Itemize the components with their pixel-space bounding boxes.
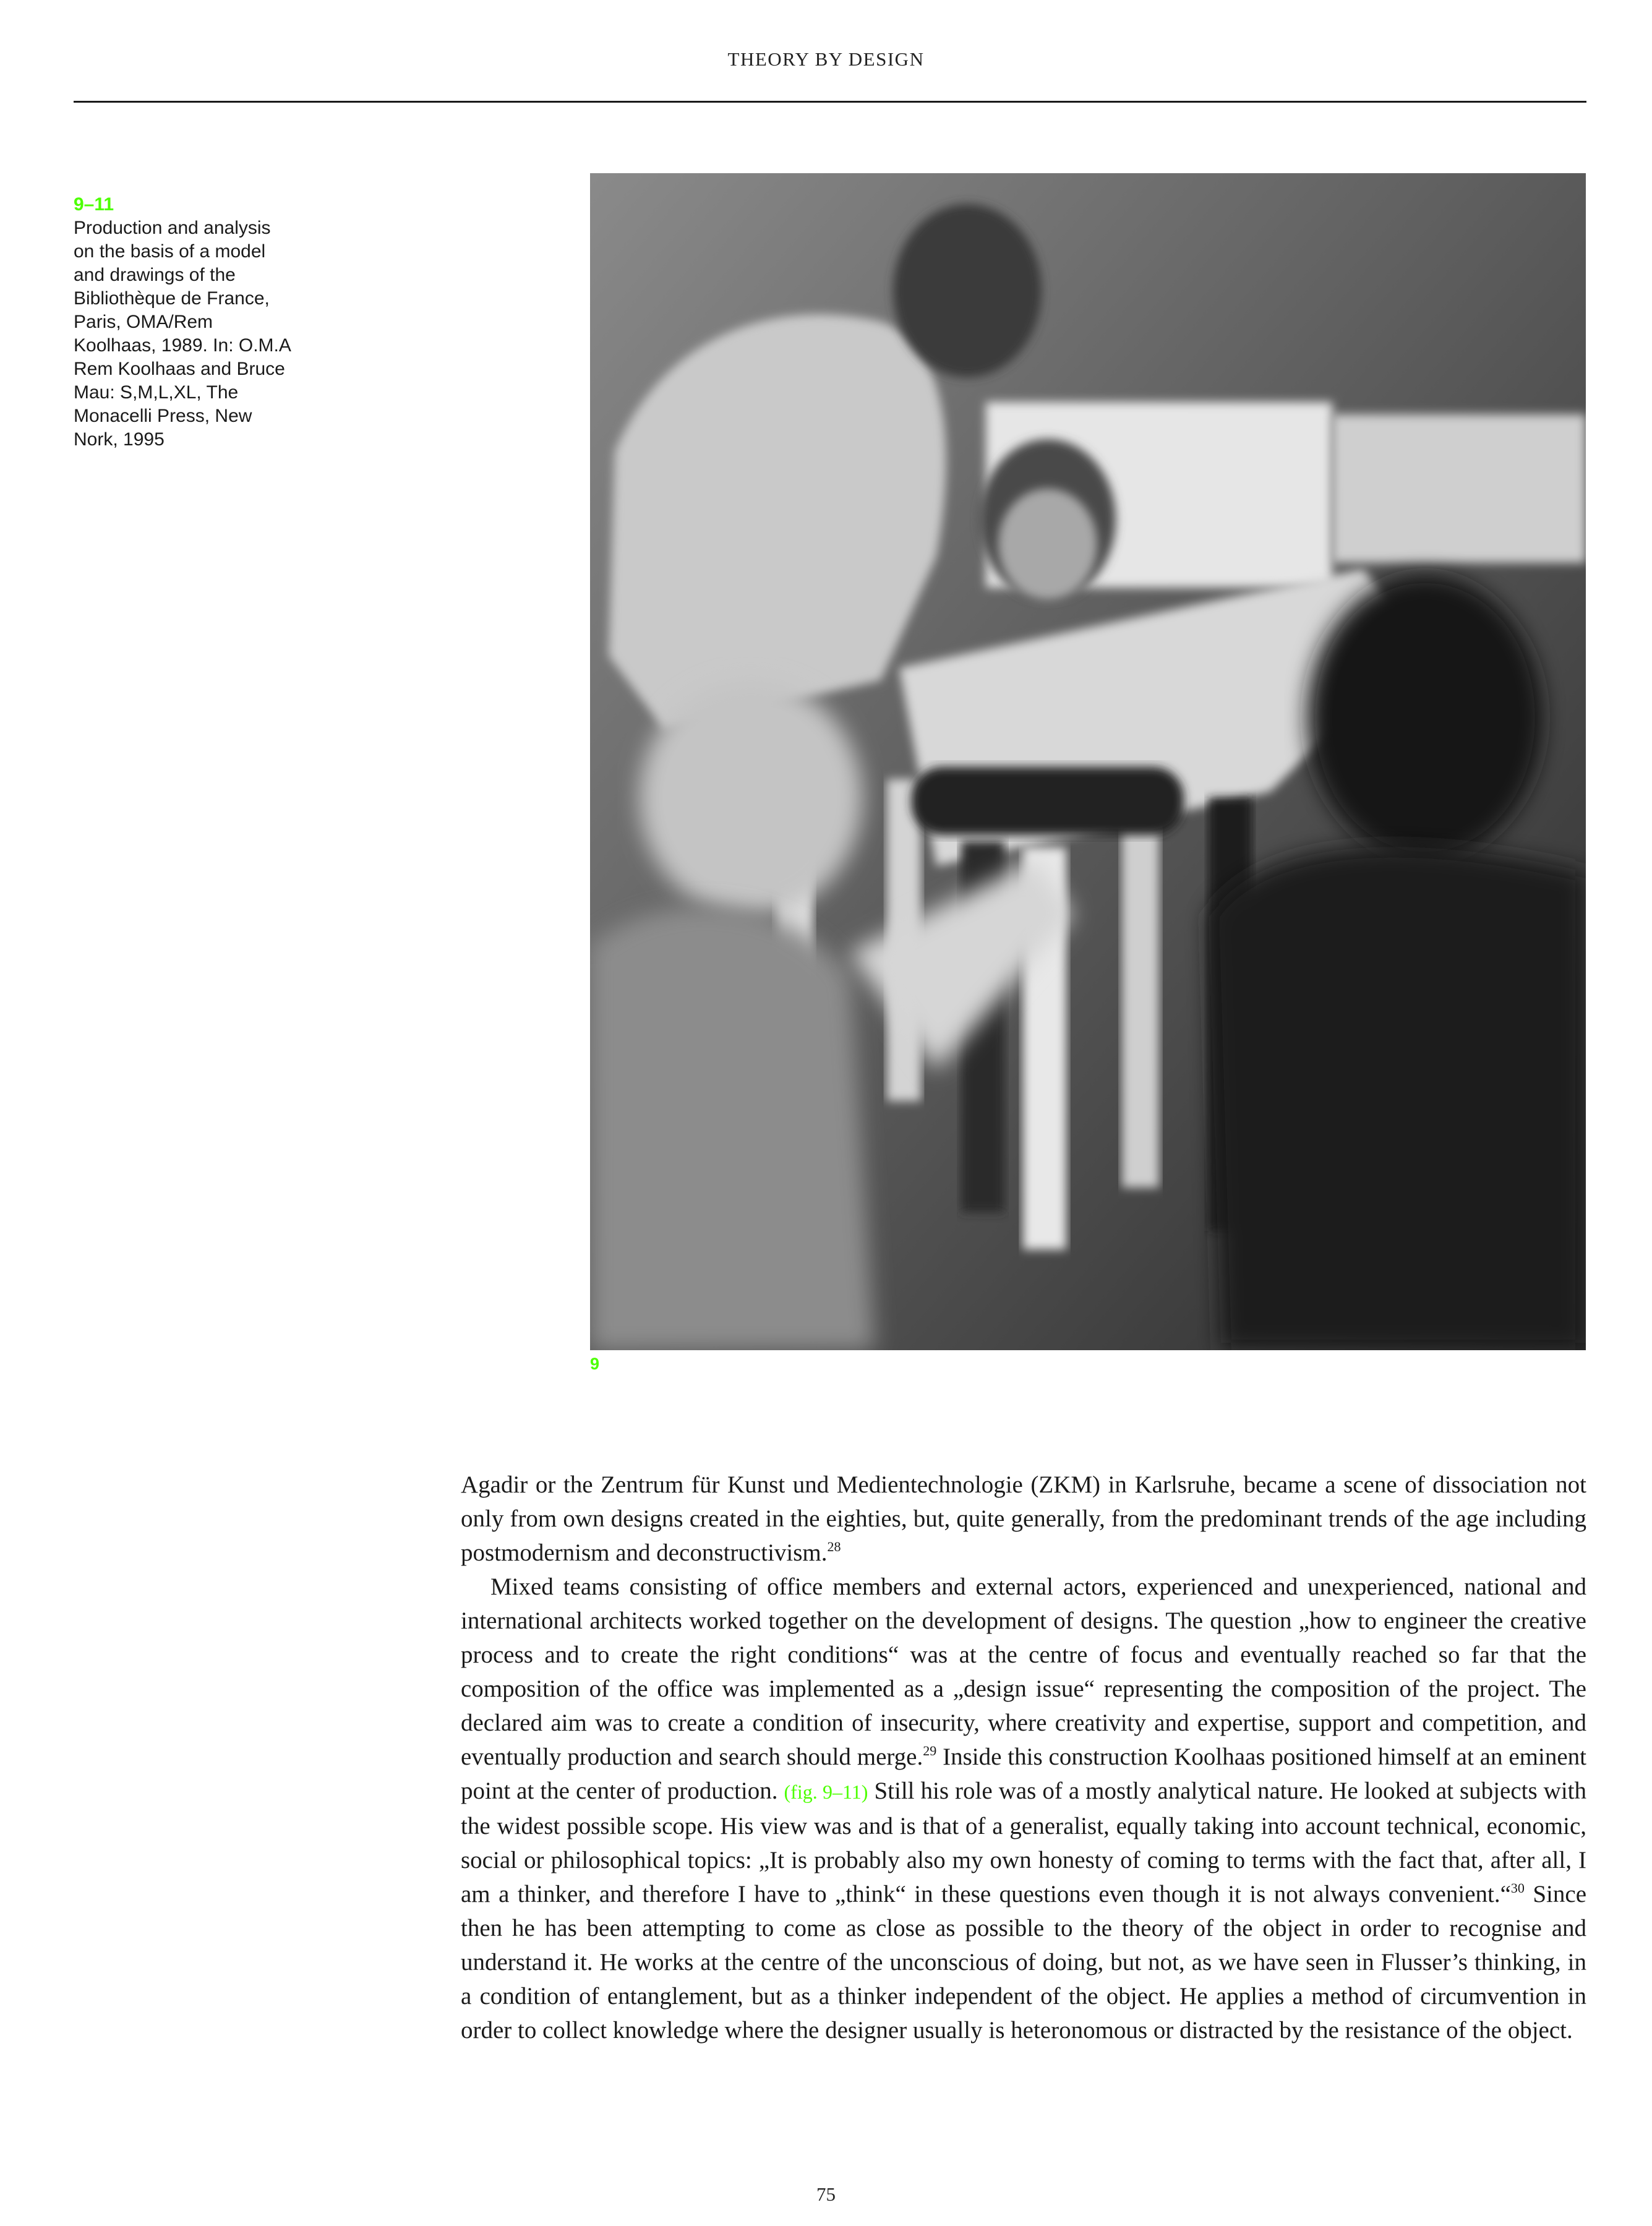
caption-text: Production and analysis on the basis of a model and drawings of the Bibliothèque de France, Paris, OMA/Rem Koolhaas, 1989. In: O.M.A Rem Koolhaas and Bruce Mau: S,M,L,XL, The Monacelli Press, New Nork, 1995 <box>74 218 291 450</box>
figure-reference: (fig. 9–11) <box>784 1781 868 1803</box>
paragraph-1 <box>461 1468 1586 1570</box>
figure-number: 9 <box>590 1355 600 1373</box>
paragraph-2-text-d: Since then he has been attempting to come as close as possible to the theory of the object in order to recognise and understand it. He works at the centre of the unconscious of doing, but not, as we have seen in Flusser’s thinking, in a condition of entanglement, but as a thinker independent of the object. He applies a method of circumvention in order to collect knowledge where the designer usually is heteronomous or distracted by the resistance of the object. <box>461 1881 1587 2044</box>
foreground-person-hair <box>640 680 862 915</box>
body-text <box>461 1468 1586 2047</box>
model-column <box>1122 816 1159 1188</box>
paragraph-2 <box>461 1570 1586 2047</box>
footnote-marker: 30 <box>1510 1880 1525 1896</box>
seated-person-face <box>998 489 1097 600</box>
figure-photo <box>590 173 1586 1350</box>
header-rule <box>74 101 1586 103</box>
footnote-marker: 28 <box>827 1539 841 1554</box>
foreground-person-body <box>590 907 875 1350</box>
paragraph-2-text-b: Inside this construction Koolhaas positioned himself at an eminent point at the center of production. <box>461 1744 1586 1804</box>
caption-figure-range: 9–11 <box>74 194 114 215</box>
model-cylinder <box>912 767 1184 835</box>
standing-person-head <box>893 204 1042 377</box>
photo-graphic <box>590 173 1586 1350</box>
paragraph-2-text-a: Mixed teams consisting of office members and external actors, experienced and unexperienced, national and international architects worked together on the development of designs. The question „how to engineer the creative process and to create the right conditions“ was at the centre of focus and eventually reached so far that the composition of the office was implemented as a „design issue“ representing the composition of the project. The declared aim was to create a condition of insecurity, where creativity and expertise, support and competition, and eventually production and search should merge. <box>461 1573 1586 1770</box>
figure-caption <box>74 193 296 452</box>
paragraph-2-text-c: Still his role was of a mostly analytical nature. He looked at subjects with the widest possible scope. His view was and is that of a generalist, equally taking into account technical, economic, social or philosophical topics: „It is probably also my own honesty of coming to terms with the fact that, after all, I am a thinker, and therefore I have to „think“ in these questions even though it is not always convenient.“ <box>461 1778 1586 1907</box>
footnote-marker: 29 <box>923 1743 937 1758</box>
page-number: 75 <box>816 2183 836 2205</box>
window-light-right <box>1332 414 1586 563</box>
paragraph-1-text: Agadir or the Zentrum für Kunst und Medientechnologie (ZKM) in Karlsruhe, became a scene of dissociation not only from own designs created in the eighties, but, quite generally, from the predominant trends of the age including postmodernism and deconstructivism. <box>461 1471 1586 1566</box>
running-header: THEORY BY DESIGN <box>727 48 925 70</box>
right-person-head <box>1307 575 1543 860</box>
right-person-body <box>1209 847 1586 1350</box>
